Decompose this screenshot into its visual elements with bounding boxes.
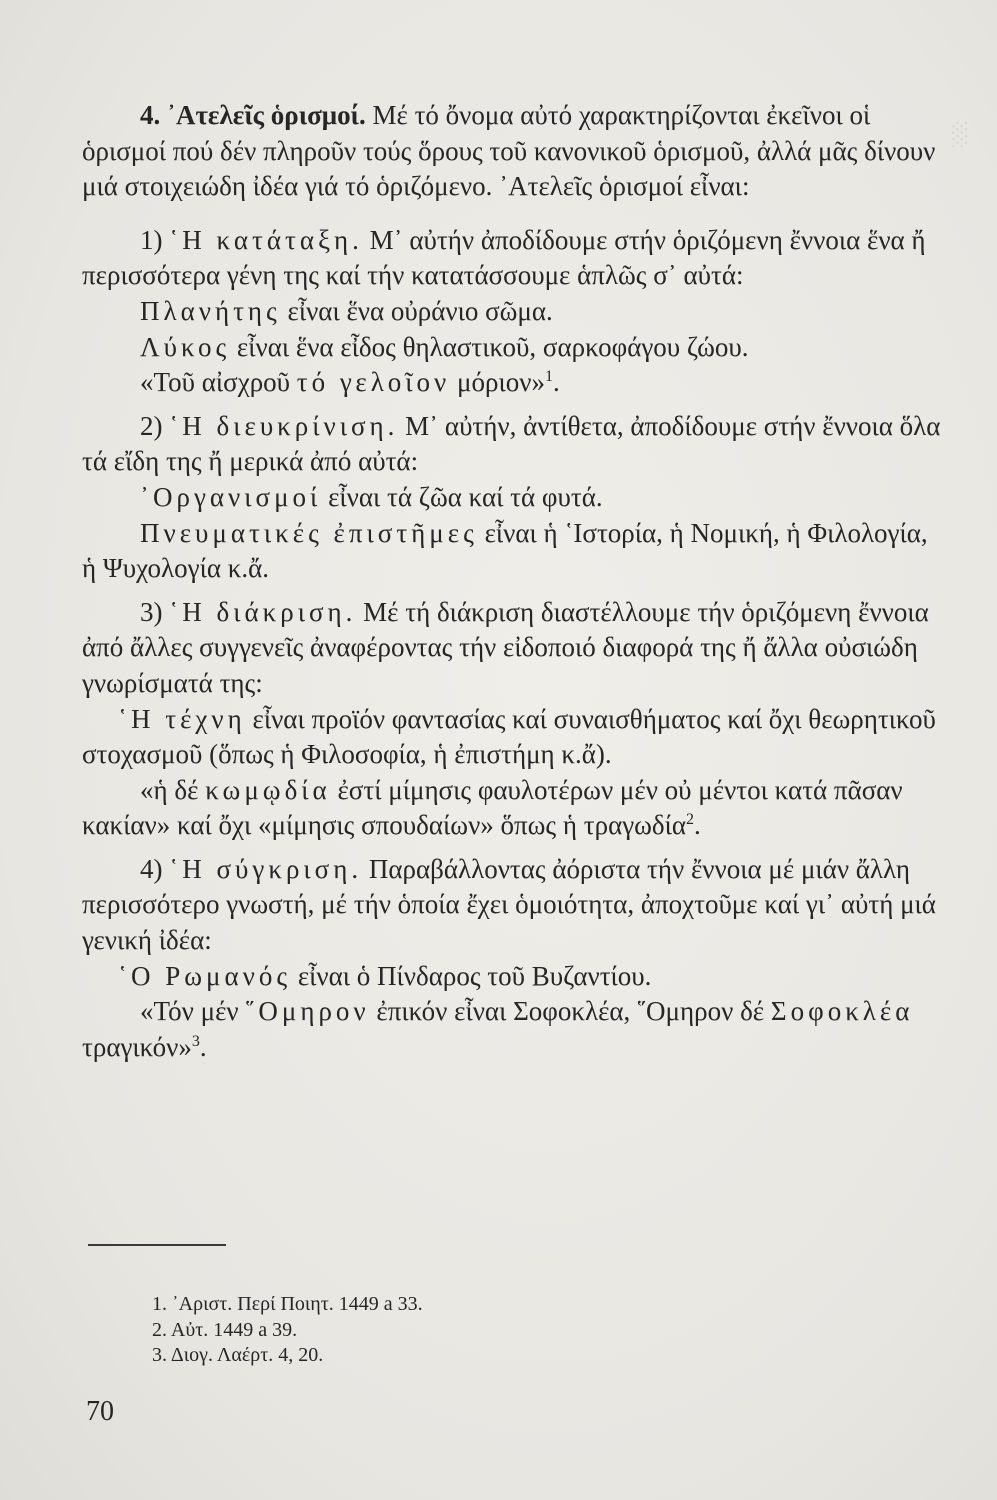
example (82, 959, 948, 995)
footnote-ref: 3 (191, 1032, 200, 1050)
example-text: εἶναι προϊόν φαντασίας καί συναισθήματος καί ὄχι θεωρητικοῦ στοχασμοῦ (ὅπως ἡ Φιλοσοφία, ἡ ἐπιστήμη κ.ἄ). (82, 703, 936, 770)
item-text: Παραβάλλοντας ἀόριστα τήν ἔννοια μέ μιάν ἄλλη περισσότερο γνωστή, μέ τήν ὁποία ἔχει ὁμοιότητα, ἀποχτοῦμε καί γι᾿ αὐτή μιά γενική ἰδέα: (82, 853, 936, 956)
example-tail: . (199, 1031, 207, 1062)
item-4 (82, 852, 948, 959)
footnote-ref: 1 (544, 368, 553, 386)
example-text: εἶναι ἕνα οὐράνιο σῶμα. (280, 295, 553, 326)
item-term: ῾Η διάκριση. (169, 596, 357, 627)
main-text (82, 98, 948, 1065)
example-text: εἶναι ὁ Πίνδαρος τοῦ Βυζαντίου. (291, 960, 652, 991)
footnote-rule (88, 1244, 226, 1246)
example-pre: «Τόν μέν (140, 996, 246, 1027)
item-number: 4) (140, 853, 170, 884)
example-term: Λύκος (140, 331, 231, 362)
example (82, 480, 948, 516)
example-term: ῾Ο Ρωμανός (118, 960, 292, 991)
example-text: ἐστί μίμησις φαυλοτέρων μέν οὐ μέντοι κατά πᾶσαν κακίαν» καί ὄχι «μίμησις σπουδαίων» ὅπως ἡ τραγωδία (82, 774, 903, 841)
example-term: Πλανήτης (140, 295, 281, 326)
example-tail: . (552, 367, 560, 398)
example-tail: . (694, 810, 701, 841)
example-text: εἶναι τά ζῶα καί τά φυτά. (321, 481, 603, 512)
section-paragraph (82, 98, 948, 205)
show-through: ░ (950, 123, 967, 148)
example-pre: «ἡ δέ (140, 774, 206, 805)
section-heading: 4. ᾿Ατελεῖς ὁρισμοί. (140, 100, 366, 130)
footnote-ref: 2 (686, 811, 695, 829)
example-text-2: τραγικόν» (82, 1031, 192, 1062)
item-2 (82, 409, 948, 480)
example-text: μόριον» (450, 367, 545, 398)
footnotes (152, 1292, 423, 1369)
example-text: εἶναι ἕνα εἶδος θηλαστικοῦ, σαρκοφάγου ζώου. (230, 331, 749, 362)
example-term: τό γελοῖον (296, 367, 451, 398)
item-term: ῾Η κατάταξη. (169, 224, 363, 255)
item-number: 3) (140, 596, 170, 627)
footnote-1: 1. ᾿Αριστ. Περί Ποιητ. 1449 a 33. (152, 1293, 423, 1315)
item-text: Μ᾿ αὐτήν, ἀντίθετα, ἀποδίδουμε στήν ἔννοια ὅλα τά εἴδη της ἤ μερικά ἀπό αὐτά: (82, 410, 941, 477)
section-intro: Μέ τό ὄνομα αὐτό χαρακτηρίζονται ἐκεῖνοι οἱ ὁρισμοί πού δέν πληροῦν τούς ὅρους τοῦ κανονικοῦ ὁρισμοῦ, ἀλλά μᾶς δίνουν μιά στοιχειώδη ἰδέα γιά τό ὁριζόμενο. ᾿Ατελεῖς ὁρισμοί εἶναι: (82, 100, 936, 202)
example-term: ῞Ομηρον (245, 996, 370, 1027)
example-text: εἶναι ἡ ῾Ιστορία, ἡ Νομική, ἡ Φιλολογία, ἡ Ψυχολογία κ.ἄ. (82, 517, 928, 584)
item-3 (82, 595, 948, 702)
item-text: Μ᾿ αὐτήν ἀποδίδουμε στήν ὁριζόμενη ἔννοια ἕνα ἤ περισσότερα γένη της καί τήν κατατάσσουμε ἁπλῶς σ᾿ αὐτά: (82, 224, 926, 291)
example (82, 330, 948, 366)
example (82, 294, 948, 330)
item-number: 1) (140, 224, 170, 255)
footnote-3: 3. Διογ. Λαέρτ. 4, 20. (152, 1344, 324, 1366)
example-term: Πνευματικές ἐπιστῆμες (140, 517, 478, 548)
example (82, 702, 948, 773)
item-term: ῾Η σύγκριση. (169, 853, 363, 884)
footnote-2: 2. Αὐτ. 1449 a 39. (152, 1318, 298, 1341)
item-term: ῾Η διευκρίνιση. (169, 410, 399, 441)
example (82, 516, 948, 587)
example-text: ἐπικόν εἶναι Σοφοκλέα, ῞Ομηρον δέ (369, 996, 771, 1027)
example (82, 994, 948, 1065)
item-text: Μέ τή διάκριση διαστέλλουμε τήν ὁριζόμενη ἔννοια ἀπό ἄλλες συγγενεῖς ἀναφέροντας τήν εἰδοποιό διαφορά της ἤ ἄλλα οὐσιώδη γνωρίσματά της: (82, 596, 929, 698)
example-term: ῾Η τέχνη (118, 703, 246, 734)
example-term-2: Σοφοκλέα (770, 996, 914, 1027)
example-term: κωμῳδία (205, 774, 331, 805)
example (82, 773, 948, 844)
example (82, 365, 948, 401)
example-pre: «Τοῦ αἰσχροῦ (140, 367, 297, 398)
example-term: ᾿Οργανισμοί (140, 481, 322, 512)
item-number: 2) (140, 410, 170, 441)
page-number: 70 (86, 1396, 114, 1427)
item-1 (82, 223, 948, 294)
